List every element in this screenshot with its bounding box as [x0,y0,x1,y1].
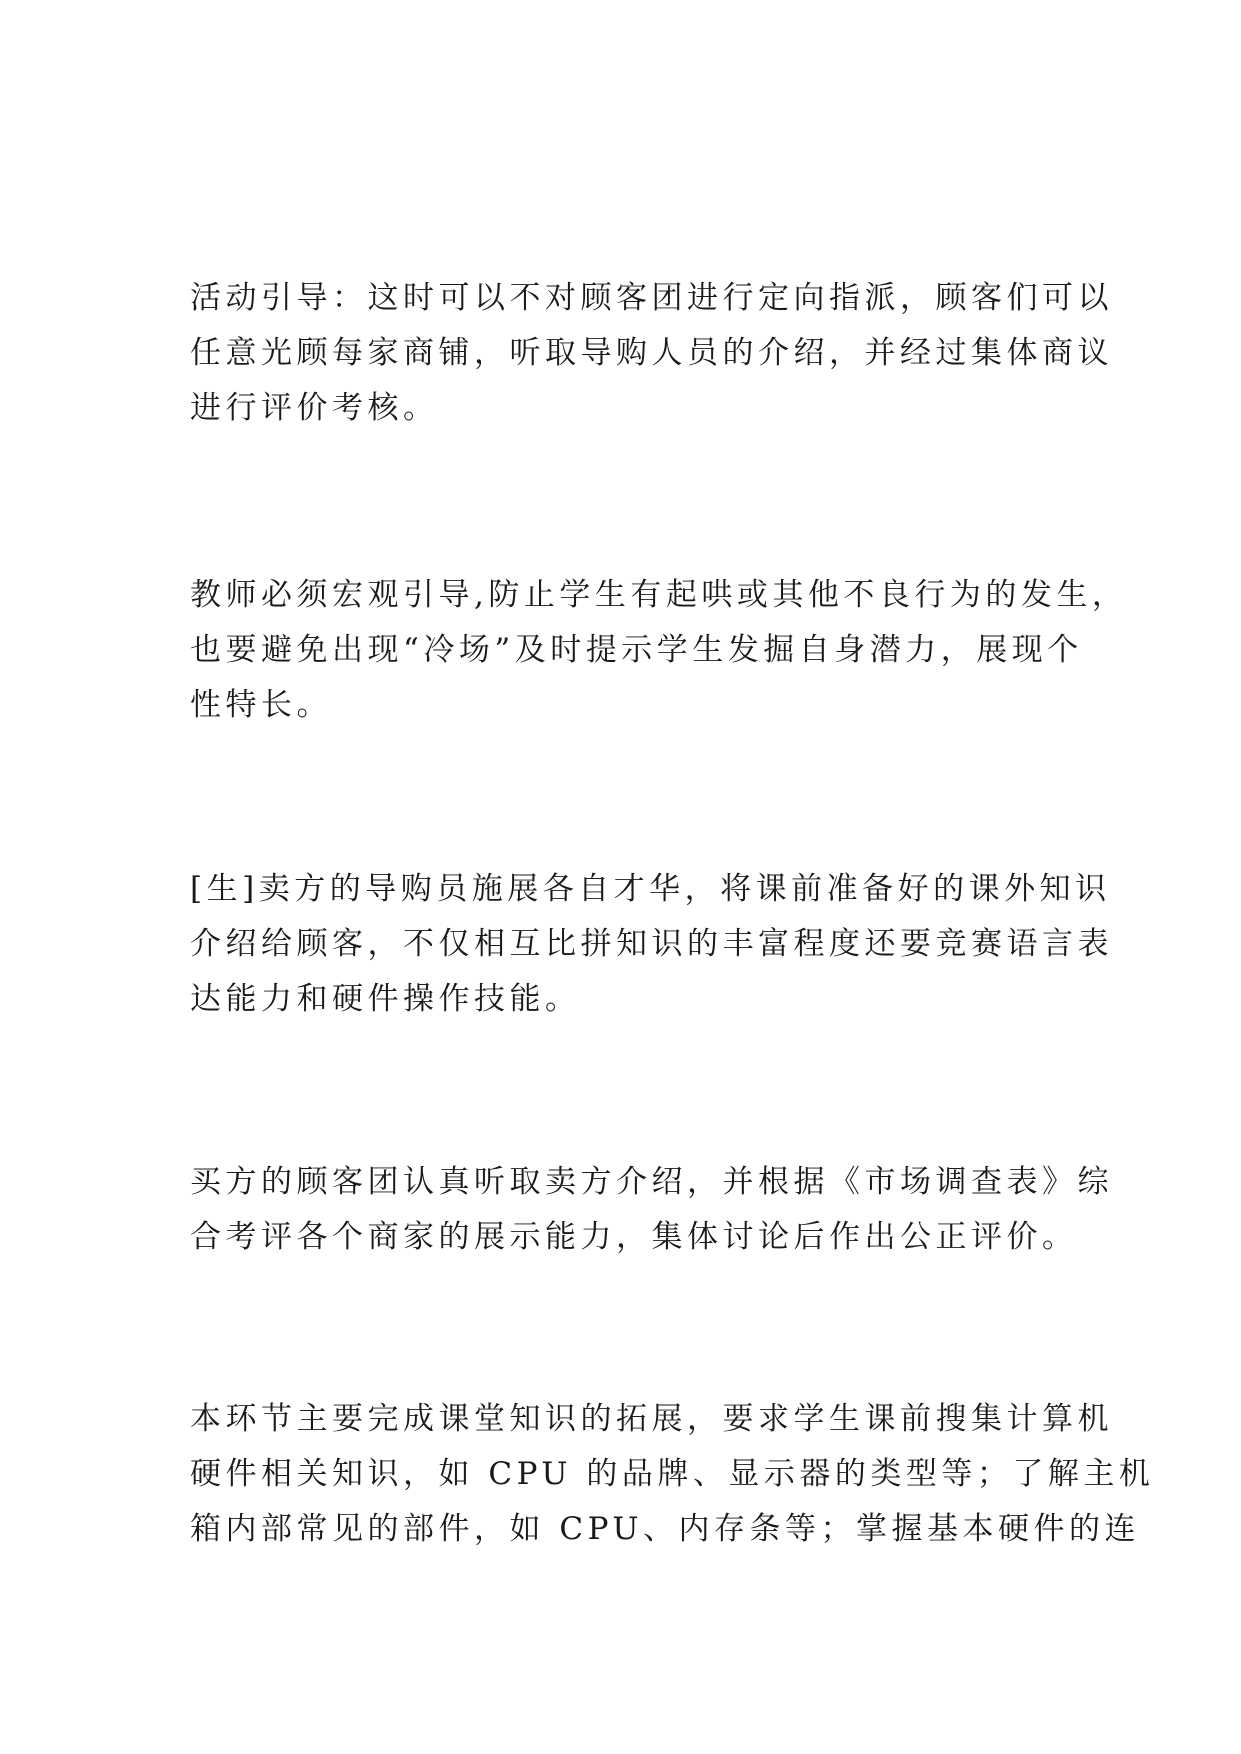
paragraph-activity-guidance [190,271,1113,436]
paragraph-student-sellers [190,862,1113,1027]
text-line: 进行评价考核。 [190,390,439,426]
paragraph-buyer-group [190,1155,1113,1265]
text-line: 活动引导：这时可以不对顾客团进行定向指派，顾客们可以 [190,280,1113,316]
text-line: 箱内部常见的部件，如 CPU、内存条等；掌握基本硬件的连 [190,1511,1141,1547]
text-line: 合考评各个商家的展示能力，集体讨论后作出公正评价。 [190,1219,1078,1255]
text-line: 介绍给顾客，不仅相互比拼知识的丰富程度还要竞赛语言表 [190,926,1113,962]
text-line: 任意光顾每家商铺，听取导购人员的介绍，并经过集体商议 [190,335,1113,371]
text-line: [生]卖方的导购员施展各自才华，将课前准备好的课外知识 [190,871,1111,907]
text-line: 性特长。 [190,687,332,723]
text-line: 达能力和硬件操作技能。 [190,981,581,1017]
text-line: 本环节主要完成课堂知识的拓展，要求学生课前搜集计算机 [190,1401,1113,1437]
paragraph-section-summary [190,1392,1155,1557]
text-line: 也要避免出现“冷场”及时提示学生发掘自身潜力，展现个 [190,632,1083,668]
text-line: 买方的顾客团认真听取卖方介绍，并根据《市场调查表》综 [190,1164,1113,1200]
text-line: 硬件相关知识，如 CPU 的品牌、显示器的类型等；了解主机 [190,1456,1155,1492]
paragraph-teacher-guidance [190,568,1128,733]
text-line: 教师必须宏观引导,防止学生有起哄或其他不良行为的发生， [190,577,1128,613]
